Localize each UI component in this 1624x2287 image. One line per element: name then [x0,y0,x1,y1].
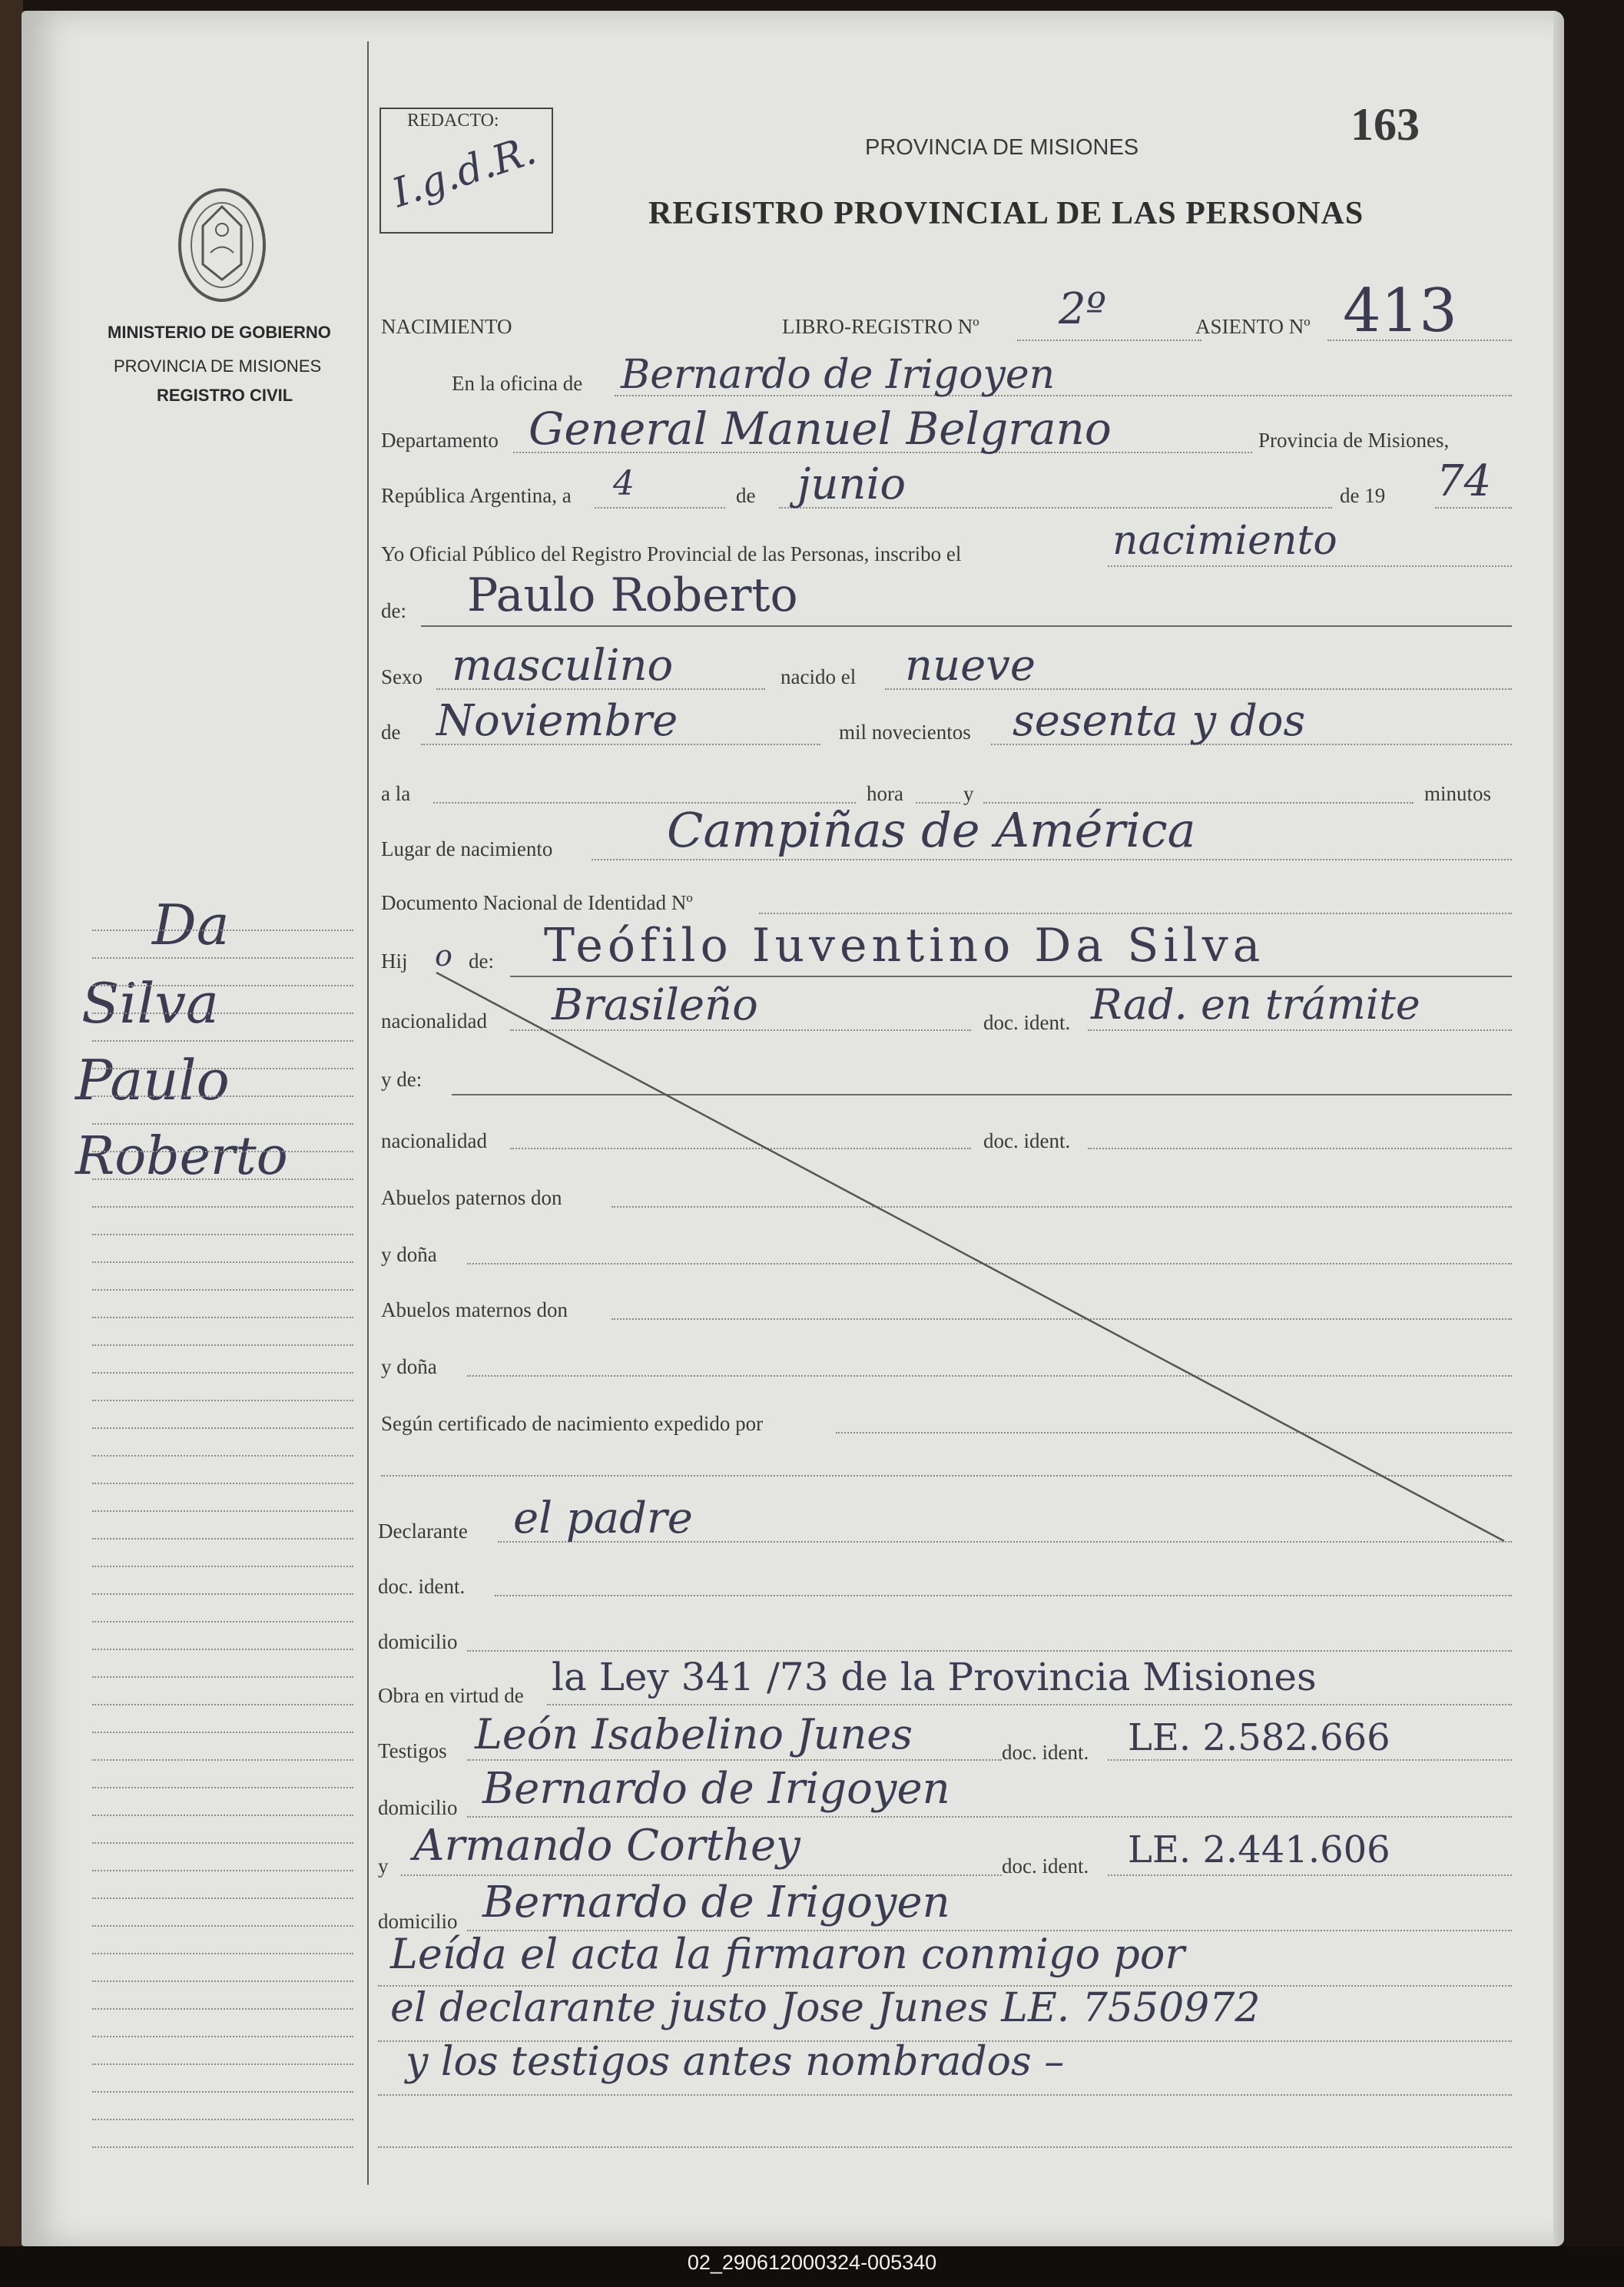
anio-value: 74 [1437,456,1492,506]
y-label: y [963,782,974,805]
page-number: 163 [1351,99,1420,150]
lugar-value: Campiñas de América [667,802,1196,858]
oficina-label: En la oficina de [452,372,583,395]
inscribo-value: nacimiento [1112,518,1337,564]
redacto-value: I.g.d.R. [386,127,542,217]
y-dona-label: y doña [381,1243,437,1266]
domicilio3-label: domicilio [378,1910,458,1933]
oficina-value: Bernardo de Irigoyen [621,352,1056,398]
minutos-label: minutos [1424,782,1492,805]
register-page [22,11,1564,2246]
doc-ident-label: doc. ident. [983,1011,1071,1034]
padre-value: Teófilo Iuventino Da Silva [544,919,1265,973]
redacto-label: REDACTO: [407,111,499,131]
de-label: de [736,484,756,507]
doc-ident5-label: doc. ident. [1002,1854,1089,1878]
y2-label: y [378,1854,389,1878]
a-la-label: a la [381,782,411,805]
acta-type-label: NACIMIENTO [381,315,512,338]
doc-ident2-label: doc. ident. [983,1129,1071,1152]
provincia-misiones-label: Provincia de Misiones, [1258,429,1450,452]
nacido-anio-value: sesenta y dos [1013,696,1306,746]
nacido-mes-value: Noviembre [436,696,678,746]
sexo-value: masculino [452,641,674,691]
margin-note-line4: Roberto [75,1126,288,1187]
y-dona2-label: y doña [381,1355,437,1378]
domicilio2-label: domicilio [378,1796,458,1819]
doc-ident4-label: doc. ident. [1002,1741,1089,1764]
de-nombre-label: de: [381,599,406,622]
domicilio-label: domicilio [378,1630,458,1653]
lugar-label: Lugar de nacimiento [381,837,553,860]
registro-civil-label: REGISTRO CIVIL [157,386,293,405]
y-de-label: y de: [381,1068,423,1091]
testigo1-dom: Bernardo de Irigoyen [482,1764,950,1814]
closing-note-line2: el declarante justo Jose Junes LE. 7550972 [390,1985,1261,2031]
ministerio-label: MINISTERIO DE GOBIERNO [108,323,331,342]
nombre-value: Paulo Roberto [467,568,798,622]
anio-label: de 19 [1340,484,1386,507]
provincia-label: PROVINCIA DE MISIONES [114,356,322,376]
dia-value: 4 [613,464,635,503]
dni-label: Documento Nacional de Identidad Nº [381,891,693,914]
departamento-value: General Manuel Belgrano [529,403,1112,455]
de2-label: de [381,721,401,744]
margin-note-line1: Da [152,893,230,957]
obra-label: Obra en virtud de [378,1684,524,1707]
abuelos-paternos-label: Abuelos paternos don [381,1186,562,1209]
yo-oficial-label: Yo Oficial Público del Registro Provincial de las Personas, inscribo el [381,542,962,565]
departamento-label: Departamento [381,429,499,452]
book-spine [0,0,23,2251]
testigo2-value: Armando Corthey [413,1821,800,1871]
hora-label: hora [867,782,903,805]
testigo2-doc: LE. 2.441.606 [1128,1828,1390,1871]
sexo-label: Sexo [381,665,423,688]
mes-value: junio [797,459,906,509]
hijo-suffix: o [435,939,452,973]
testigo2-dom: Bernardo de Irigoyen [482,1878,950,1927]
testigo1-doc: LE. 2.582.666 [1128,1716,1390,1759]
declarante-value: el padre [513,1493,693,1543]
hijo-de-label: de: [469,950,494,973]
declarante-label: Declarante [378,1520,468,1543]
margin-note-line3: Paulo [75,1048,230,1112]
asiento-value: 413 [1343,277,1457,346]
nacionalidad-label: nacionalidad [381,1009,487,1032]
mil-label: mil novecientos [839,721,971,744]
testigos-label: Testigos [378,1739,447,1762]
obra-value: la Ley 341 /73 de la Provincia Misiones [552,1655,1317,1699]
libro-label: LIBRO-REGISTRO Nº [782,315,979,338]
closing-note-line3: y los testigos antes nombrados – [406,2039,1065,2085]
nacionalidad2-label: nacionalidad [381,1129,487,1152]
asiento-label: ASIENTO Nº [1195,315,1311,338]
doc-ident3-label: doc. ident. [378,1575,466,1598]
image-caption: 02_290612000324-005340 [687,2251,937,2274]
closing-note-line1: Leída el acta la firmaron conmigo por [390,1930,1185,1978]
doc-ident-value: Rad. en trámite [1091,980,1420,1029]
registro-title: REGISTRO PROVINCIAL DE LAS PERSONAS [648,196,1364,231]
hijo-label: Hij [381,950,408,973]
abuelos-maternos-label: Abuelos maternos don [381,1298,568,1321]
margin-note-line2: Silva [81,971,219,1036]
nacido-dia-value: nueve [905,641,1036,691]
nacionalidad-value: Brasileño [552,980,758,1030]
libro-value: 2º [1059,284,1106,334]
testigo1-value: León Isabelino Junes [475,1710,913,1758]
segun-label: Según certificado de nacimiento expedido por [381,1412,764,1435]
provincia-title: PROVINCIA DE MISIONES [865,135,1139,160]
republica-label: República Argentina, a [381,484,572,507]
nacido-label: nacido el [781,665,857,688]
